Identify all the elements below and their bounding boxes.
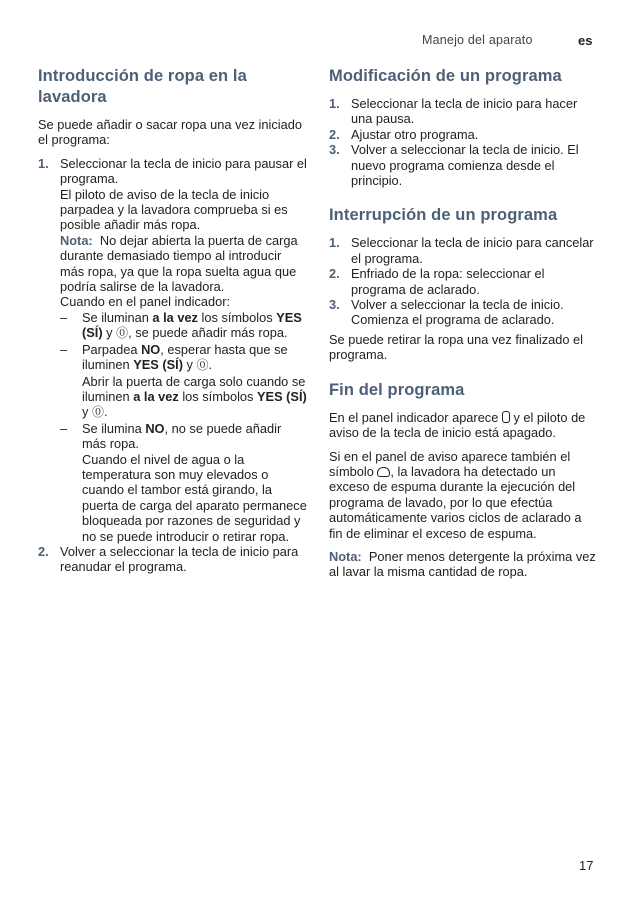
interrupt-steps	[329, 235, 597, 327]
step-text: El piloto de aviso de la tecla de inicio parpadea y la lavadora comprueba si es posible añadir más ropa.	[60, 186, 288, 233]
heading-add-laundry: Introducción de ropa en la lavadora	[38, 67, 247, 106]
section-title: Manejo del aparato	[422, 33, 533, 47]
language-code: es	[578, 33, 593, 48]
step-text: Enfriado de la ropa: seleccionar el programa de aclarado.	[351, 266, 545, 297]
step-number: 1.	[329, 235, 340, 251]
add-laundry-steps	[38, 156, 308, 575]
list-item	[60, 310, 308, 342]
end-paragraph-2	[329, 449, 597, 541]
step-number: 2.	[329, 266, 340, 282]
heading-modify-program: Modificación de un programa	[329, 67, 562, 85]
step-item	[329, 96, 597, 127]
text: Cuando el nivel de agua o la temperatura son muy elevados o cuando el tambor está girando, la puerta de carga del aparato permanece bloqueada por razones de seguridad y no se puede introducir o retirar ropa.	[82, 451, 307, 544]
step-number: 2.	[329, 126, 340, 142]
note	[60, 233, 308, 295]
dash-mark: –	[60, 341, 68, 357]
text: y	[183, 357, 197, 373]
after-interrupt-text: Se puede retirar la ropa una vez finalizado el programa.	[329, 331, 583, 363]
step-text: Volver a seleccionar la tecla de inicio. Comienza el programa de aclarado.	[351, 297, 564, 328]
text-bold: YES (SÍ)	[257, 388, 307, 404]
step-text: Seleccionar la tecla de inicio para cancelar el programa.	[351, 235, 594, 266]
indicator-cases	[60, 310, 308, 544]
step-text: Ajustar otro programa.	[351, 126, 479, 142]
step-text: Volver a seleccionar la tecla de inicio. El nuevo programa comienza desde el principio.	[351, 142, 579, 189]
text: Abrir la puerta de carga solo cuando se iluminen	[82, 373, 306, 404]
text: los símbolos	[197, 309, 277, 325]
step-number: 1.	[38, 155, 49, 171]
foam-icon	[377, 467, 390, 477]
step-item	[38, 544, 308, 575]
text-bold: a la vez	[133, 388, 179, 404]
text: .	[103, 404, 108, 420]
step-item	[329, 127, 597, 142]
step-text: Seleccionar la tecla de inicio para pausar el programa.	[60, 155, 307, 187]
step-item	[329, 142, 597, 188]
text-bold: NO	[141, 341, 161, 357]
step-number: 2.	[38, 543, 49, 559]
text: , la lavadora ha detectado un exceso de espuma durante la ejecución del programa de lavado, por lo que efectúa automáticamente varios ciclos de aclarado a fin de eliminar el exceso de espuma.	[329, 463, 582, 541]
intro-paragraph: Se puede añadir o sacar ropa una vez iniciado el programa:	[38, 117, 302, 148]
note-label: Nota:	[60, 232, 93, 248]
step-text: Seleccionar la tecla de inicio para hacer una pausa.	[351, 96, 578, 127]
door-lock-icon: ⓪	[116, 326, 129, 341]
heading-interrupt-program: Interrupción de un programa	[329, 206, 558, 225]
text: Si en el panel de aviso aparece también el símbolo	[329, 448, 571, 479]
text: Se iluminan	[82, 309, 153, 325]
step-item	[38, 156, 308, 544]
left-column	[38, 66, 308, 579]
step-number: 1.	[329, 96, 340, 111]
text: Se ilumina	[82, 420, 146, 436]
text: y	[82, 404, 92, 420]
end-paragraph-1	[329, 410, 597, 441]
text: , no se puede añadir más ropa.	[82, 420, 282, 452]
text: Parpadea	[82, 341, 142, 357]
text: , se puede añadir más ropa.	[128, 325, 288, 341]
step-item	[329, 266, 597, 297]
page-header	[0, 33, 638, 53]
step-number: 3.	[329, 142, 340, 158]
text: y el piloto de aviso de la tecla de inicio está apagado.	[329, 409, 586, 441]
dash-mark: –	[60, 420, 68, 436]
text-bold: YES (SÍ)	[82, 309, 302, 341]
text: , esperar hasta que se iluminen	[82, 341, 288, 373]
page-number: 17	[579, 858, 594, 873]
step-item	[329, 297, 597, 328]
note-text: Poner menos detergente la próxima vez al lavar la misma cantidad de ropa.	[329, 548, 596, 580]
text: los símbolos	[178, 388, 257, 404]
text: .	[208, 357, 213, 373]
end-note	[329, 549, 597, 580]
modify-steps	[329, 96, 597, 188]
step-text: Cuando en el panel indicador:	[60, 294, 231, 310]
list-item	[60, 342, 308, 421]
text-bold: a la vez	[152, 309, 198, 325]
text: En el panel indicador aparece	[329, 409, 502, 425]
step-number: 3.	[329, 297, 340, 313]
dash-mark: –	[60, 309, 68, 325]
text: y	[102, 325, 117, 341]
right-column	[329, 66, 597, 588]
note-text: No dejar abierta la puerta de carga durante demasiado tiempo al introducir más ropa, ya que la ropa suelta agua que podría salirse de la lavadora.	[60, 232, 298, 295]
door-lock-icon: ⓪	[91, 405, 104, 420]
text-bold: NO	[145, 420, 165, 436]
list-item	[60, 421, 308, 544]
text-bold: YES (SÍ)	[133, 357, 183, 373]
step-text: Volver a seleccionar la tecla de inicio para reanudar el programa.	[60, 543, 299, 575]
heading-program-end: Fin del programa	[329, 380, 465, 399]
note-label: Nota:	[329, 548, 362, 564]
step-item	[329, 235, 597, 266]
door-lock-icon: ⓪	[196, 358, 209, 373]
end-display-icon	[502, 411, 510, 423]
